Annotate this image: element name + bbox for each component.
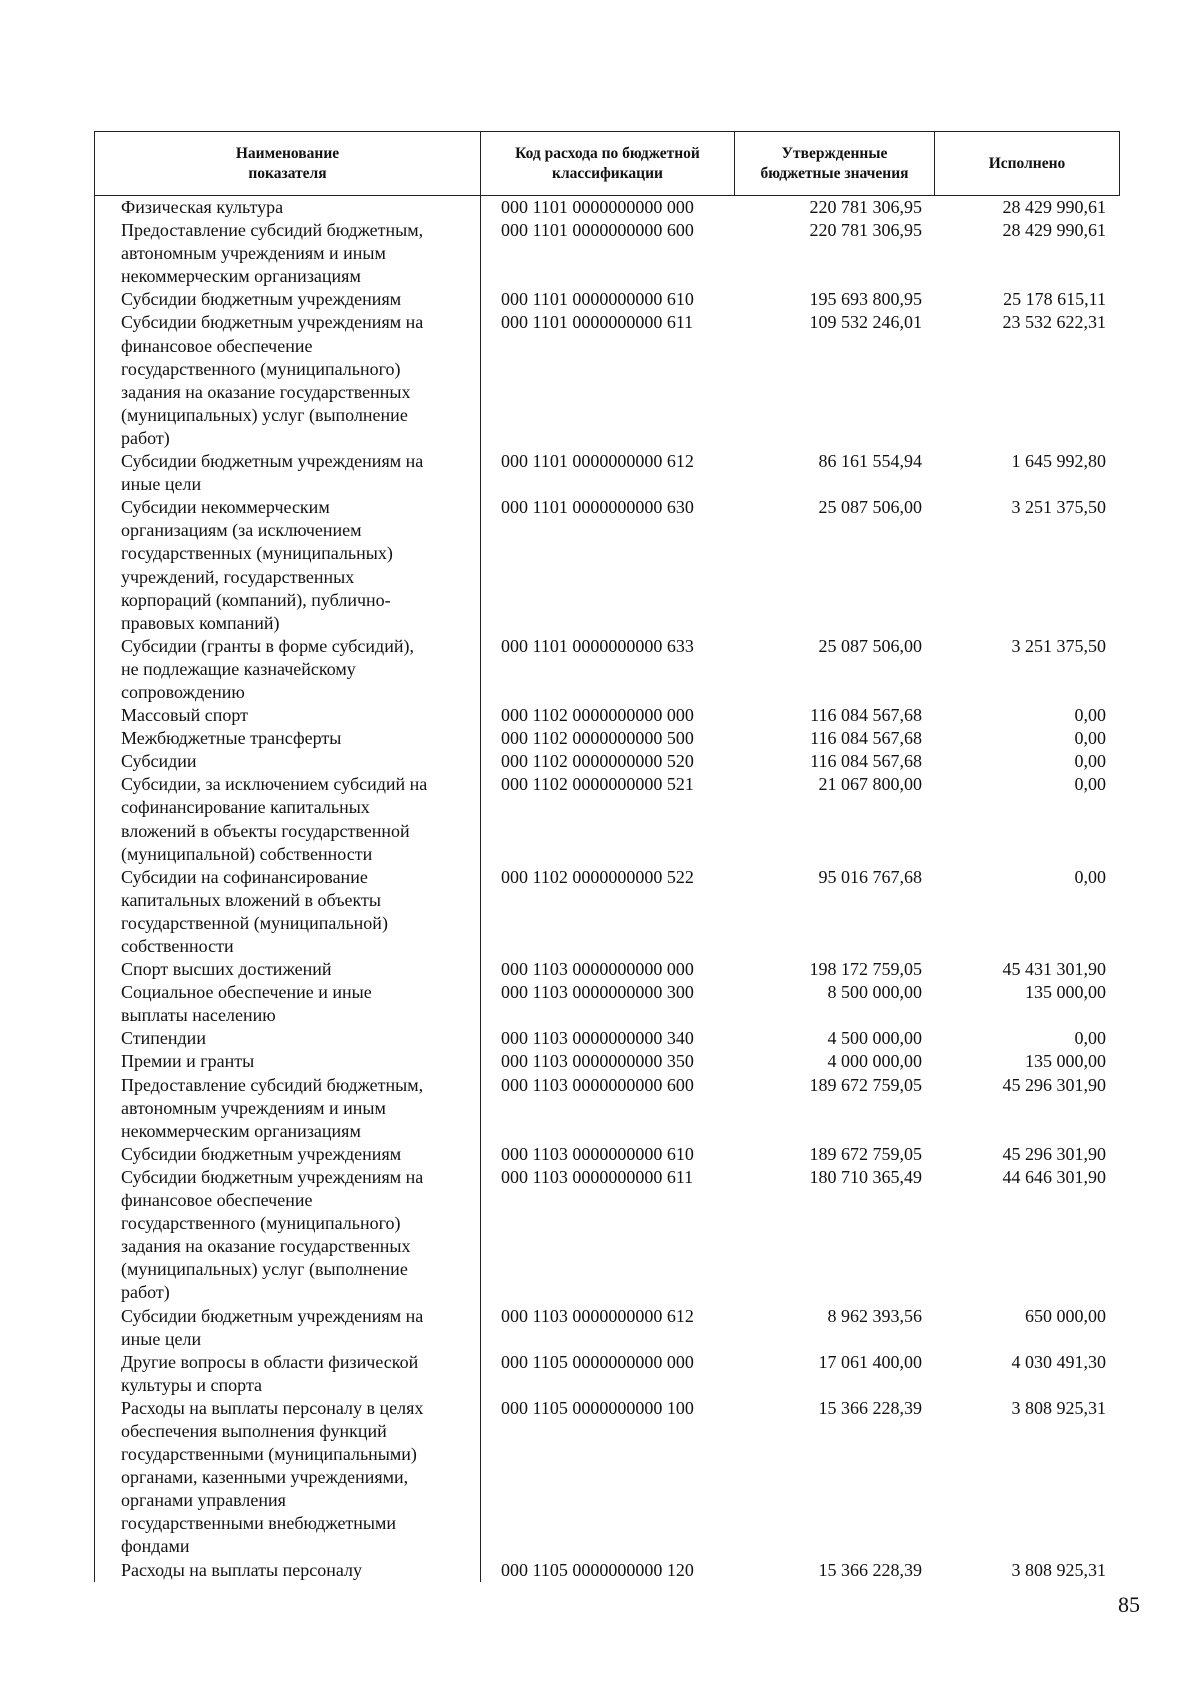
row-name: Спорт высших достижений <box>94 958 480 981</box>
row-approved: 109 532 246,01 <box>809 312 922 333</box>
table-row <box>94 450 1120 496</box>
row-code: 000 1102 0000000000 522 <box>480 866 734 958</box>
row-executed: 3 808 925,31 <box>1011 1397 1106 1418</box>
row-approved: 116 084 567,68 <box>810 751 922 772</box>
row-approved: 15 366 228,39 <box>818 1397 922 1418</box>
row-code: 000 1103 0000000000 611 <box>480 1166 734 1305</box>
row-name: Субсидии бюджетным учреждениям на иные цели <box>94 450 480 496</box>
row-executed: 28 429 990,61 <box>1002 197 1106 217</box>
row-name: Субсидии бюджетным учреждениям на финансовое обеспечение государственного (муниципального) задания на оказание государственных (муниципальных) услуг (выполнение работ) <box>94 1166 480 1305</box>
row-approved: 189 672 759,05 <box>809 1143 922 1164</box>
row-code: 000 1105 0000000000 120 <box>480 1559 734 1582</box>
row-code: 000 1101 0000000000 600 <box>480 219 734 288</box>
row-name: Предоставление субсидий бюджетным, автономным учреждениям и иным некоммерческим организациям <box>94 219 480 288</box>
row-executed: 44 646 301,90 <box>1002 1166 1106 1187</box>
row-approved: 116 084 567,68 <box>810 705 922 726</box>
table-row <box>94 1397 1120 1559</box>
row-code: 000 1102 0000000000 500 <box>480 727 734 750</box>
row-code: 000 1101 0000000000 610 <box>480 288 734 311</box>
row-code: 000 1103 0000000000 000 <box>480 958 734 981</box>
table-row <box>94 727 1120 750</box>
row-executed: 23 532 622,31 <box>1002 312 1106 333</box>
row-approved: 195 693 800,95 <box>809 289 922 310</box>
row-name: Предоставление субсидий бюджетным, автономным учреждениям и иным некоммерческим организациям <box>94 1074 480 1143</box>
row-code: 000 1105 0000000000 100 <box>480 1397 734 1559</box>
row-executed: 45 431 301,90 <box>1002 959 1106 980</box>
table-row <box>94 1050 1120 1073</box>
row-name: Субсидии бюджетным учреждениям на финансовое обеспечение государственного (муниципального) задания на оказание государственных (муниципальных) услуг (выполнение работ) <box>94 311 480 450</box>
row-code: 000 1102 0000000000 520 <box>480 750 734 773</box>
row-approved: 4 500 000,00 <box>827 1028 922 1049</box>
header-approved: Утвержденные бюджетные значения <box>735 132 935 195</box>
row-approved: 4 000 000,00 <box>827 1051 922 1072</box>
row-name: Субсидии бюджетным учреждениям <box>94 288 480 311</box>
row-executed: 45 296 301,90 <box>1002 1074 1106 1095</box>
table-row <box>94 958 1120 981</box>
row-name: Субсидии <box>94 750 480 773</box>
table-row <box>94 311 1120 450</box>
page-number: 85 <box>1118 1592 1140 1617</box>
row-name: Субсидии некоммерческим организациям (за исключением государственных (муниципальных) учреждений, государственных корпораций (компаний), публично- правовых компаний) <box>94 496 480 635</box>
row-code: 000 1103 0000000000 612 <box>480 1305 734 1351</box>
row-executed: 135 000,00 <box>1025 1051 1106 1072</box>
row-executed: 45 296 301,90 <box>1002 1143 1106 1164</box>
row-executed: 0,00 <box>1074 774 1106 795</box>
row-name: Другие вопросы в области физической культуры и спорта <box>94 1351 480 1397</box>
table-row <box>94 635 1120 704</box>
row-approved: 15 366 228,39 <box>818 1559 922 1580</box>
row-code: 000 1102 0000000000 521 <box>480 773 734 865</box>
row-name: Субсидии (гранты в форме субсидий), не подлежащие казначейскому сопровождению <box>94 635 480 704</box>
table-row <box>94 496 1120 635</box>
row-name: Расходы на выплаты персоналу <box>94 1559 480 1582</box>
row-approved: 25 087 506,00 <box>818 635 922 656</box>
table-body <box>94 196 1120 1582</box>
row-name: Субсидии бюджетным учреждениям <box>94 1143 480 1166</box>
table-row <box>94 773 1120 865</box>
row-executed: 0,00 <box>1074 728 1106 749</box>
row-executed: 1 645 992,80 <box>1011 451 1106 472</box>
row-approved: 95 016 767,68 <box>818 866 922 887</box>
row-approved: 8 500 000,00 <box>827 982 922 1003</box>
row-executed: 0,00 <box>1074 1028 1106 1049</box>
table-row <box>94 1559 1120 1582</box>
header-executed: Исполнено <box>988 154 1066 172</box>
row-approved: 8 962 393,56 <box>827 1305 922 1326</box>
row-name: Премии и гранты <box>94 1050 480 1073</box>
table-row <box>94 1305 1120 1351</box>
row-name: Социальное обеспечение и иные выплаты населению <box>94 981 480 1027</box>
row-code: 000 1102 0000000000 000 <box>480 704 734 727</box>
row-code: 000 1101 0000000000 630 <box>480 496 734 635</box>
table-row <box>94 288 1120 311</box>
table-row <box>94 981 1120 1027</box>
row-approved: 86 161 554,94 <box>818 451 922 472</box>
row-executed: 28 429 990,61 <box>1002 220 1106 241</box>
row-executed: 0,00 <box>1074 866 1106 887</box>
table-row <box>94 1351 1120 1397</box>
row-code: 000 1103 0000000000 610 <box>480 1143 734 1166</box>
row-code: 000 1101 0000000000 612 <box>480 450 734 496</box>
row-code: 000 1105 0000000000 000 <box>480 1351 734 1397</box>
row-approved: 17 061 400,00 <box>818 1351 922 1372</box>
row-executed: 0,00 <box>1074 751 1106 772</box>
row-executed: 3 251 375,50 <box>1011 497 1106 518</box>
row-approved: 198 172 759,05 <box>809 959 922 980</box>
row-executed: 3 251 375,50 <box>1011 635 1106 656</box>
table-row <box>94 1166 1120 1305</box>
row-approved: 180 710 365,49 <box>809 1166 922 1187</box>
row-approved: 21 067 800,00 <box>818 774 922 795</box>
row-code: 000 1101 0000000000 611 <box>480 311 734 450</box>
row-code: 000 1103 0000000000 300 <box>480 981 734 1027</box>
row-name: Субсидии на софинансирование капитальных вложений в объекты государственной (муниципальной) собственности <box>94 866 480 958</box>
row-name: Субсидии бюджетным учреждениям на иные цели <box>94 1305 480 1351</box>
row-approved: 189 672 759,05 <box>809 1074 922 1095</box>
row-approved: 25 087 506,00 <box>818 497 922 518</box>
row-executed: 25 178 615,11 <box>1003 289 1106 310</box>
row-name: Физическая культура <box>94 196 480 219</box>
table-row <box>94 866 1120 958</box>
row-name: Межбюджетные трансферты <box>94 727 480 750</box>
table-row <box>94 196 1120 219</box>
table-row <box>94 1074 1120 1143</box>
row-code: 000 1101 0000000000 633 <box>480 635 734 704</box>
row-name: Субсидии, за исключением субсидий на софинансирование капитальных вложений в объекты государственной (муниципальной) собственности <box>94 773 480 865</box>
table-row <box>94 219 1120 288</box>
table-row <box>94 750 1120 773</box>
row-code: 000 1103 0000000000 600 <box>480 1074 734 1143</box>
row-executed: 4 030 491,30 <box>1011 1351 1106 1372</box>
row-executed: 650 000,00 <box>1025 1305 1106 1326</box>
header-name: Наименование показателя <box>95 132 481 195</box>
row-approved: 220 781 306,95 <box>809 197 922 217</box>
row-code: 000 1103 0000000000 350 <box>480 1050 734 1073</box>
row-executed: 3 808 925,31 <box>1011 1559 1106 1580</box>
header-code: Код расхода по бюджетной классификации <box>481 132 735 195</box>
table-row <box>94 1027 1120 1050</box>
row-name: Стипендии <box>94 1027 480 1050</box>
row-approved: 220 781 306,95 <box>809 220 922 241</box>
row-name: Массовый спорт <box>94 704 480 727</box>
table-row <box>94 1143 1120 1166</box>
row-code: 000 1103 0000000000 340 <box>480 1027 734 1050</box>
row-code: 000 1101 0000000000 000 <box>480 196 734 219</box>
row-name: Расходы на выплаты персоналу в целях обеспечения выполнения функций государственными (муниципальными) органами, казенными учреждениями, органами управления государственными внебюджетными фондами <box>94 1397 480 1559</box>
row-executed: 0,00 <box>1074 705 1106 726</box>
row-approved: 116 084 567,68 <box>810 728 922 749</box>
table-header <box>94 131 1120 196</box>
table-row <box>94 704 1120 727</box>
row-executed: 135 000,00 <box>1025 982 1106 1003</box>
